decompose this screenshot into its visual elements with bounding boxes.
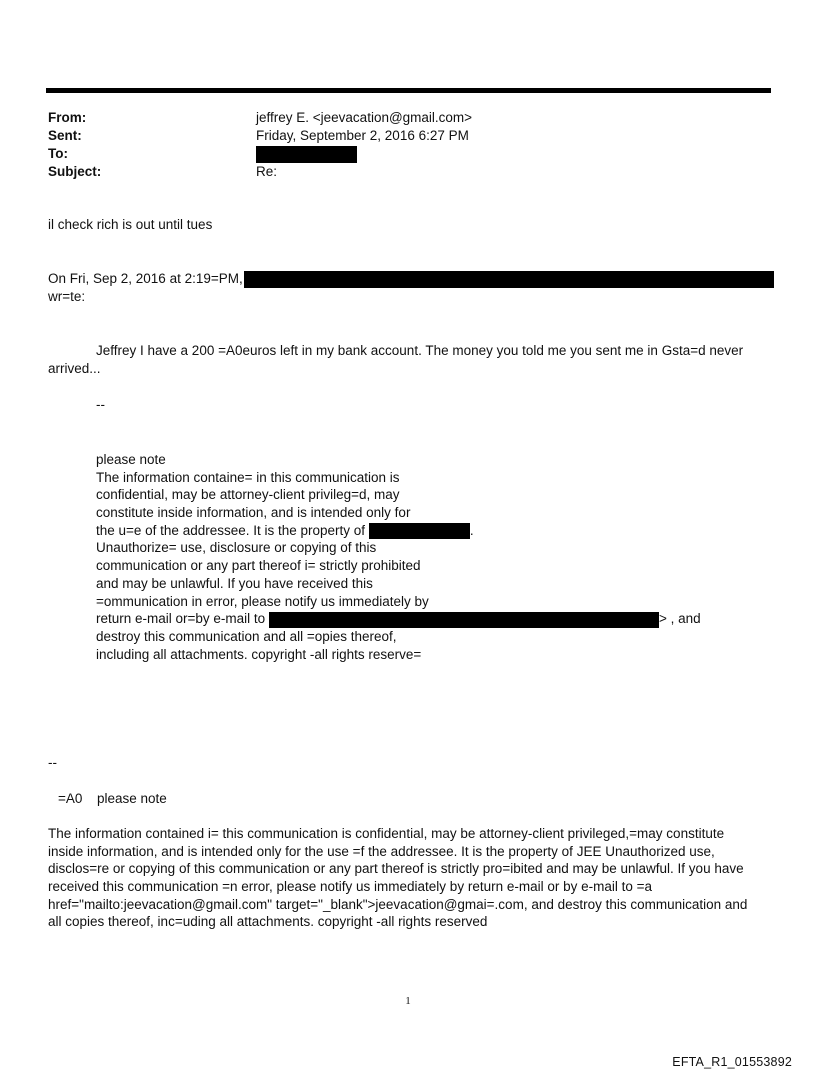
redaction-to [256, 146, 357, 163]
notice-line: please note [96, 452, 166, 467]
footer-line: received this communication =n error, please notify us immediately by return e-mail or by e-mail to =a [48, 879, 653, 895]
message-line-1: Jeffrey I have a 200 =A0euros left in my bank account. The money you told me you sent me in Gsta=d never [96, 343, 744, 358]
footer-line: inside information, and is intended only for the use =f the addressee. It is the property of JEE Unauthorized use, [48, 843, 715, 859]
page-number: 1 [405, 995, 411, 1007]
reply-text: il check rich is out until tues [48, 217, 213, 232]
sent-value: Friday, September 2, 2016 6:27 PM [256, 128, 469, 143]
header-rule [46, 88, 771, 93]
quote-intro: On Fri, Sep 2, 2016 at 2:19=PM, [48, 271, 243, 286]
bates-number: EFTA_R1_01553892 [672, 1055, 792, 1069]
notice-property-text: the u=e of the addressee. It is the property of [96, 522, 366, 538]
email-header [48, 109, 768, 181]
to-label: To: [48, 146, 68, 161]
notice-line [96, 610, 701, 628]
quote-intro-line [48, 270, 774, 288]
notice-line: including all attachments. copyright -all rights reserve= [96, 646, 422, 662]
redaction-email-address [269, 612, 659, 628]
from-row [48, 109, 768, 127]
notice-line: confidential, may be attorney-client privileg=d, may [96, 487, 400, 503]
notice-email-text: return e-mail or=by e-mail to [96, 611, 266, 627]
notice-line: communication or any part thereof i= strictly prohibited [96, 558, 421, 574]
confidentiality-notice [96, 451, 701, 663]
signature-note-text: please note [97, 791, 167, 806]
signature-note-prefix: =A0 [58, 791, 83, 806]
from-value: jeffrey E. <jeevacation@gmail.com> [256, 110, 473, 125]
footer-line: all copies thereof, inc=uding all attachments. copyright -all rights reserved [48, 914, 488, 930]
notice-line: constitute inside information, and is intended only for [96, 505, 411, 521]
redaction-property-owner [369, 523, 470, 539]
quote-wrote: wr=te: [48, 289, 86, 304]
sent-row [48, 127, 768, 145]
notice-email-after: > , and [658, 611, 701, 627]
subject-label: Subject: [48, 164, 102, 179]
to-row [48, 145, 768, 163]
footer-line: href="mailto:jeevacation@gmail.com" target="_blank">jeevacation@gmai=.com, and destroy this communication and [48, 896, 748, 912]
notice-line: =ommunication in error, please notify us immediately by [96, 593, 429, 609]
notice-line: The information containe= in this communication is [96, 469, 400, 485]
quote-separator: -- [96, 397, 105, 412]
subject-value: Re: [256, 164, 278, 179]
from-label: From: [48, 110, 87, 125]
message-line-2: arrived... [48, 361, 101, 376]
sent-label: Sent: [48, 128, 82, 143]
notice-line: and may be unlawful. If you have received this [96, 575, 373, 591]
footer-notice [48, 825, 770, 931]
signature-separator: -- [48, 755, 57, 770]
notice-line: destroy this communication and all =opies thereof, [96, 628, 397, 644]
notice-line [96, 522, 701, 540]
to-value [256, 145, 357, 163]
footer-line: The information contained i= this communication is confidential, may be attorney-client privileged,=may constitute [48, 826, 725, 841]
redaction-sender [244, 271, 774, 288]
footer-line: disclos=re or copying of this communication or any part thereof is strictly pro=ibited and may be unlawful. If you have [48, 861, 744, 877]
notice-line: Unauthorize= use, disclosure or copying of this [96, 540, 377, 556]
subject-row [48, 163, 768, 181]
notice-property-period: . [469, 522, 474, 538]
